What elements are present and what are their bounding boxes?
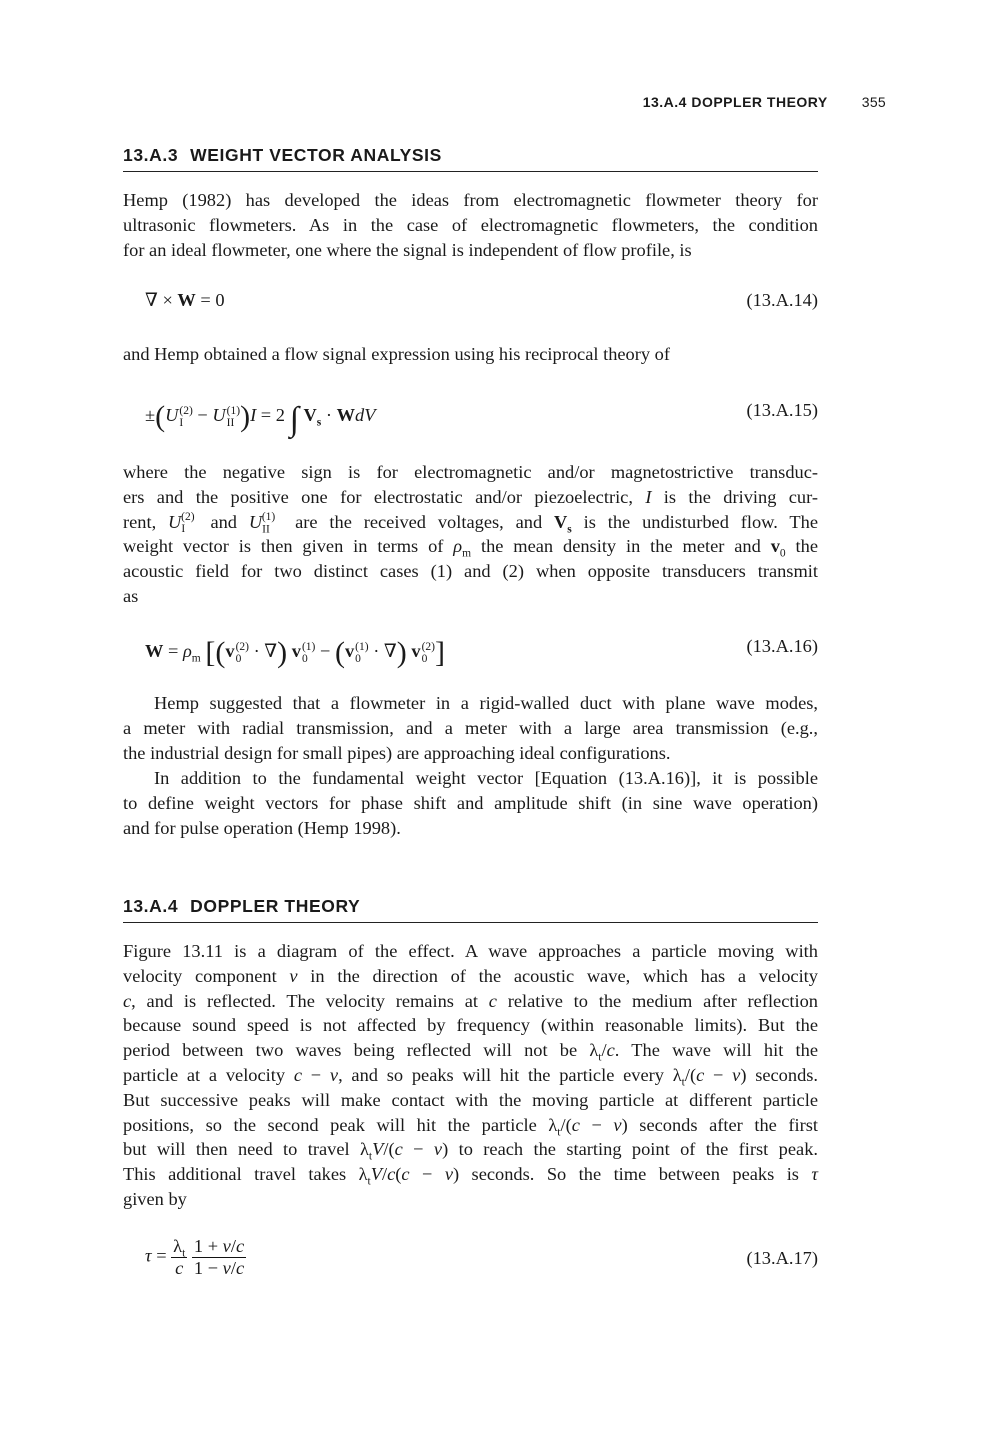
text-line: ultrasonic flowmeters. As in the case of electromagnetic flowmeters, the condition [123,214,818,235]
text-line: Figure 13.11 is a diagram of the effect. A wave approaches a particle moving with [123,941,818,961]
equation-13a16 [145,636,818,676]
text-line: and Hemp obtained a flow signal expression using his reciprocal theory of [123,344,670,364]
equation-13a15 [145,400,818,440]
text-line: acoustic field for two distinct cases (1) and (2) when opposite transducers transmit [123,561,818,582]
equation-body: ∇ × W = 0 [145,290,225,310]
paragraph-doppler-effect [123,939,818,1212]
section-heading-13a4 [123,896,818,923]
equation-body: $W = \rho_m$ [(v (2) 0 · ∇) v (1) 0 − (v (1) 0 · ∇) v (2) 0 ] [145,636,445,669]
text-line: In addition to the fundamental weight vector [Equation (13.A.16)], it is possible [154,768,818,788]
text-line: But successive peaks will make contact with the moving particle at different particle [123,1089,818,1110]
text-line: rent, $U_I^{(2)}$ and $U_{II}^{(1)}$ are the received voltages, and $V_s$ is the undisturbed flow. The [123,511,818,536]
equation-body: τ = $\frac{\lambda_t}{c}$ $\frac{1 + v/c}{1 - v/c}$ [145,1236,245,1278]
text-line: to define weight vectors for phase shift and amplitude shift (in sine wave operation) [123,792,818,813]
running-title: 13.A.4 DOPPLER THEORY [642,94,828,110]
text-line: for an ideal flowmeter, one where the signal is independent of flow profile, is [123,239,692,260]
text-line: Hemp (1982) has developed the ideas from electromagnetic flowmeter theory for [123,190,818,210]
equation-number: (13.A.14) [746,290,818,310]
text-line: but will then need to travel $\lambda_tV/(c - v)$ to reach the starting point of the first peak. [123,1139,818,1164]
text-line: c, and is reflected. The velocity remains at c relative to the medium after reflection [123,990,818,1011]
equation-number: (13.A.16) [746,636,818,656]
running-header [0,94,886,110]
paragraph-hemp-intro [123,188,818,262]
section-number: 13.A.4 [123,896,179,916]
section-title: DOPPLER THEORY [190,896,361,916]
text-line: period between two waves being reflected will not be $\lambda_t/c$. The wave will hit the [123,1040,819,1064]
text-line: where the negative sign is for electromagnetic and/or magnetostrictive transduc- [123,462,818,482]
text-line: Hemp suggested that a flowmeter in a rigid-walled duct with plane wave modes, [154,693,818,713]
text-line: because sound speed is not affected by frequency (within reasonable limits). But the [123,1015,818,1036]
section-title: WEIGHT VECTOR ANALYSIS [190,145,442,165]
equation-13a17 [145,1236,818,1286]
paragraph-reciprocal-theory [123,342,818,367]
text-line: a meter with radial transmission, and a meter with a large area transmission (e.g., [123,717,818,738]
paragraph-ideal-configurations [123,691,818,765]
text-line: positions, so the second peak will hit the particle $\lambda_t/(c - v)$ seconds after the first [123,1114,818,1139]
text-line: the industrial design for small pipes) are approaching ideal configurations. [123,742,671,763]
section-number: 13.A.3 [123,145,179,165]
text-line: velocity component v in the direction of the acoustic wave, which has a velocity [123,965,818,986]
equation-number: (13.A.15) [746,400,818,420]
section-heading-13a3 [123,145,818,172]
paragraph-weight-vectors [123,766,818,840]
text-line: This additional travel takes $\lambda_tV/c(c - v)$ seconds. So the time between peaks is τ [123,1164,818,1188]
text-line: ers and the positive one for electrostatic and/or piezoelectric, I is the driving cur- [123,486,818,507]
text-line: and for pulse operation (Hemp 1998). [123,817,401,838]
text-line: particle at a velocity c − v, and so peaks will hit the particle every $\lambda_t/(c - v)$ seconds. [123,1064,819,1089]
equation-13a14 [145,290,818,330]
text-line: as [123,585,139,606]
equation-number: (13.A.17) [746,1248,818,1268]
paragraph-transducer-signs [123,460,818,609]
text-line: given by [123,1188,187,1209]
text-line: weight vector is then given in terms of $\rho_m$ the mean density in the meter and $v_0$ the [123,536,818,561]
equation-body: ±(U (2) I − U (1) II )I = 2 ∫ $V_s$ · WdV [145,400,376,438]
page-number: 355 [861,94,886,110]
